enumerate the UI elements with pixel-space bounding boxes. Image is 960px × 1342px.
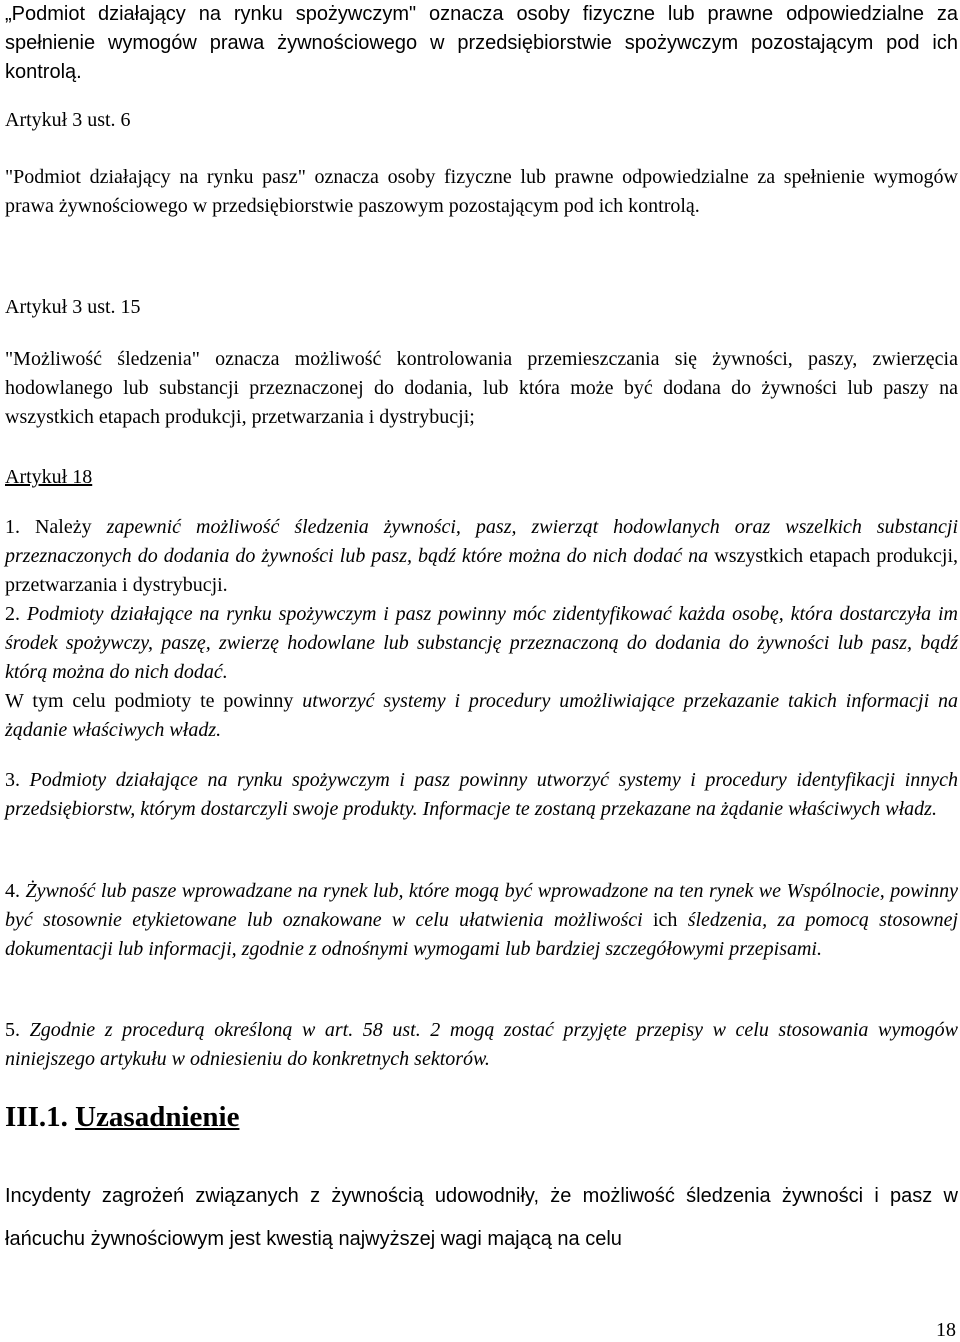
point-2b-italic-text: utworzyć systemy i procedury umożliwiające przekazanie takich informacji na żądanie właściwych władz. <box>5 690 958 741</box>
article-18-point-2-continuation <box>5 687 958 745</box>
point-1-number: 1. Należy <box>5 516 92 538</box>
point-4-italic-text-2: śledzenia, za pomocą stosownej dokumentacji lub informacji, zgodnie z odnośnymi wymogami lub bardziej szczegółowymi przepisami. <box>5 909 958 960</box>
paragraph-justification-body: Incydenty zagrożeń związanych z żywnością udowodniły, że możliwość śledzenia żywności i pasz w łańcuchu żywnościowym jest kwestią najwyższej wagi mającą na celu <box>5 1185 958 1250</box>
point-5-number: 5. <box>5 1019 20 1041</box>
point-4-plain-text: ich <box>653 909 678 931</box>
point-2-italic-text: Podmioty działające na rynku spożywczym i pasz powinny móc zidentyfikować każda osobę, która dostarczyła im środek spożywczy, paszę, zwierzę hodowlane lub substancję przeznaczoną do dodania do żywności lub pasz, bądź którą można do nich dodać. <box>5 603 959 683</box>
point-5-italic-text: Zgodnie z procedurą określoną w art. 58 ust. 2 mogą zostać przyjęte przepisy w celu stosowania wymogów niniejszego artykułu w odniesieniu do konkretnych sektorów. <box>5 1019 959 1070</box>
heading-article-3-15: Artykuł 3 ust. 15 <box>5 296 141 318</box>
section-number: III.1. <box>5 1101 68 1133</box>
point-4-italic-text: Żywność lub pasze wprowadzane na rynek lub, które mogą być wprowadzone na ten rynek we Wspólnocie, powinny być stosownie etykietowane lub oznakowane w celu ułatwienia możliwości <box>5 880 959 931</box>
page-number: 18 <box>936 1319 956 1341</box>
point-4-number: 4. <box>5 880 20 902</box>
article-18-point-5 <box>5 1016 958 1074</box>
point-1-plain-text: wszystkich etapach produkcji, przetwarzania i dystrybucji. <box>5 545 959 596</box>
point-1-italic-text: zapewnić możliwość śledzenia żywności, pasz, zwierząt hodowlanych oraz wszelkich substancji przeznaczonych do dodania do żywności lub pasz, bądź które można do nich dodać na <box>5 516 959 567</box>
article-18-points <box>5 513 958 745</box>
article-18-point-2 <box>5 600 958 687</box>
point-2b-plain-text: W tym celu podmioty te powinny <box>5 690 294 712</box>
point-3-number: 3. <box>5 769 20 791</box>
section-heading <box>5 1100 958 1134</box>
paragraph-definition-traceability: "Możliwość śledzenia" oznacza możliwość kontrolowania przemieszczania się żywności, paszy, zwierzęcia hodowlanego lub substancji przeznaczonej do dodania, lub która może być dodana do żywności lub paszy na wszystkich etapach produkcji, przetwarzania i dystrybucji; <box>5 348 958 428</box>
article-18-point-3 <box>5 766 958 824</box>
point-2-number: 2. <box>5 603 20 625</box>
article-18-point-4 <box>5 877 958 964</box>
paragraph-definition-food-operator: „Podmiot działający na rynku spożywczym" oznacza osoby fizyczne lub prawne odpowiedzialne za spełnienie wymogów prawa żywnościowego w przedsiębiorstwie spożywczym pozostającym pod ich kontrolą. <box>5 3 958 83</box>
article-18-point-1 <box>5 513 958 600</box>
heading-article-18: Artykuł 18 <box>5 466 93 488</box>
point-3-italic-text: Podmioty działające na rynku spożywczym i pasz powinny utworzyć systemy i procedury identyfikacji innych przedsiębiorstw, którym dostarczyli swoje produkty. Informacje te zostaną przekazane na żądanie właściwych władz. <box>5 769 959 820</box>
heading-article-3-6: Artykuł 3 ust. 6 <box>5 109 131 131</box>
paragraph-definition-feed-operator: "Podmiot działający na rynku pasz" oznacza osoby fizyczne lub prawne odpowiedzialne za spełnienie wymogów prawa żywnościowego w przedsiębiorstwie paszowym pozostającym pod ich kontrolą. <box>5 166 958 217</box>
section-title: Uzasadnienie <box>75 1101 240 1133</box>
